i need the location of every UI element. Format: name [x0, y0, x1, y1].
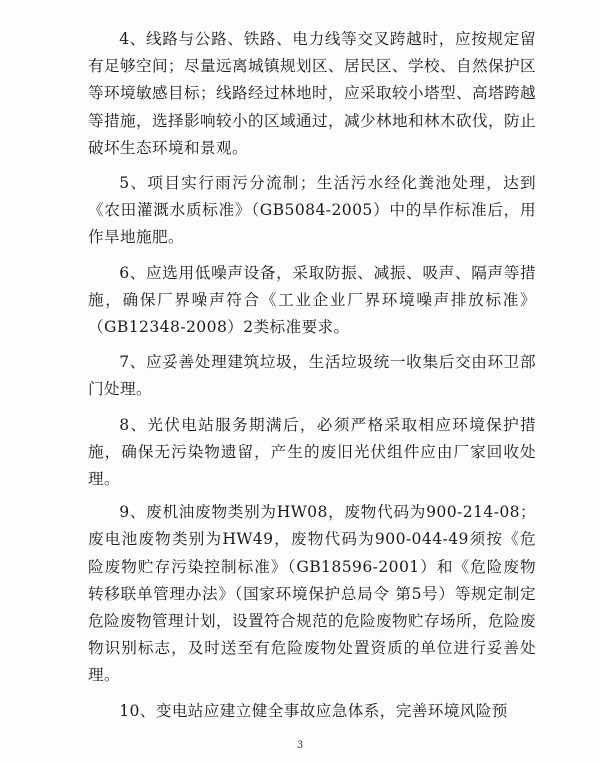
paragraph-item-10: 10、变电站应建立健全事故应急体系，完善环境风险预 [119, 701, 508, 720]
document-body [88, 26, 536, 733]
paragraph-item-8: 8、光伏电站服务期满后，必须严格采取相应环境保护措施，确保无污染物遗留，产生的废旧光伏组件应由厂家回收处理。 [88, 415, 536, 489]
paragraph-item-6: 6、应选用低噪声设备，采取防振、减振、吸声、隔声等措施，确保厂界噪声符合《工业企业厂界环境噪声排放标准》（GB12348-2008）2类标准要求。 [88, 263, 536, 337]
page-number: 3 [296, 740, 304, 751]
paragraph-item-5: 5、项目实行雨污分流制；生活污水经化粪池处理，达到《农田灌溉水质标准》（GB5084-2005）中的旱作标准后，用作旱地施肥。 [88, 174, 536, 247]
paragraph-item-7: 7、应妥善处理建筑垃圾，生活垃圾统一收集后交由环卫部门处理。 [88, 353, 536, 399]
paragraph-item-9: 9、废机油废物类别为HW08，废物代码为900-214-08；废电池废物类别为HW49，废物代码为900-044-49须按《危险废物贮存污染控制标准》（GB18596-2001）和《危险废物转移联单管理办法》（国家环境保护总局令 第5号）等规定制定危险废物管理计划，设置符合规范的危险废物贮存场所，危险废物识别标志，及时送至有危险废物处置资质的单位进行妥善处理。 [88, 503, 536, 685]
paragraph-item-4: 4、线路与公路、铁路、电力线等交叉跨越时，应按规定留有足够空间；尽量远离城镇规划区、居民区、学校、自然保护区等环境敏感目标；线路经过林地时，应采取较小塔型、高塔跨越等措施，选择影响较小的区域通过，减少林地和林木砍伐，防止破坏生态环境和景观。 [88, 30, 536, 157]
